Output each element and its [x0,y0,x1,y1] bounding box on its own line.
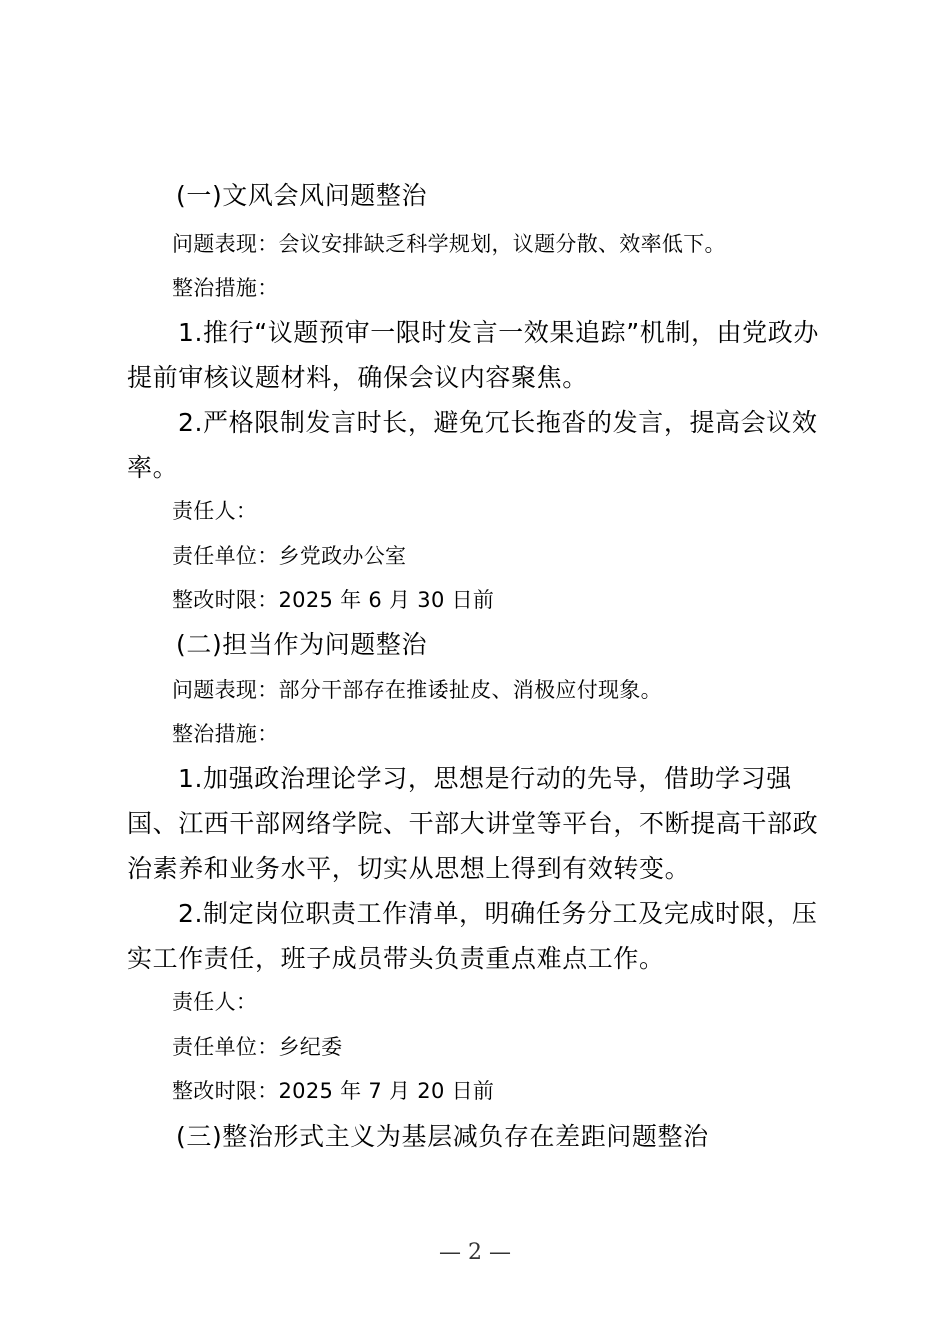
measures-label: 整治措施： [172,722,279,746]
measure-item: 1.加强政治理论学习，思想是行动的先导，借助学习强 [178,764,792,793]
measures-label: 整治措施： [172,276,279,300]
measure-item-continuation: 国、江西干部网络学院、干部大讲堂等平台，不断提高干部政 [127,809,819,838]
measure-item: 1.推行“议题预审一限时发言一效果追踪”机制，由党政办 [178,318,819,347]
responsible-person: 责任人： [172,990,258,1014]
section-heading: (一)文风会风问题整治 [176,181,428,210]
responsible-unit: 责任单位：乡党政办公室 [172,544,407,568]
page-number: — 2 — [439,1240,511,1265]
measure-item-continuation: 治素养和业务水平，切实从思想上得到有效转变。 [127,854,691,883]
problem-text: 问题表现：会议安排缺乏科学规划，议题分散、效率低下。 [172,232,726,256]
deadline: 整改时限：2025 年 6 月 30 日前 [172,588,495,612]
responsible-person: 责任人： [172,499,258,523]
section-heading: (二)担当作为问题整治 [176,630,428,659]
problem-text: 问题表现：部分干部存在推诿扯皮、消极应付现象。 [172,678,662,702]
responsible-unit: 责任单位：乡纪委 [172,1035,343,1059]
measure-item: 2.制定岗位职责工作清单，明确任务分工及完成时限，压 [178,899,818,928]
measure-item-continuation: 实工作责任，班子成员带头负责重点难点工作。 [127,944,665,973]
measure-item-continuation: 率。 [127,453,179,482]
deadline: 整改时限：2025 年 7 月 20 日前 [172,1079,495,1103]
measure-item-continuation: 提前审核议题材料，确保会议内容聚焦。 [127,363,588,392]
measure-item: 2.严格限制发言时长，避免冗长拖沓的发言，提高会议效 [178,408,818,437]
section-heading: (三)整治形式主义为基层减负存在差距问题整治 [176,1122,709,1151]
